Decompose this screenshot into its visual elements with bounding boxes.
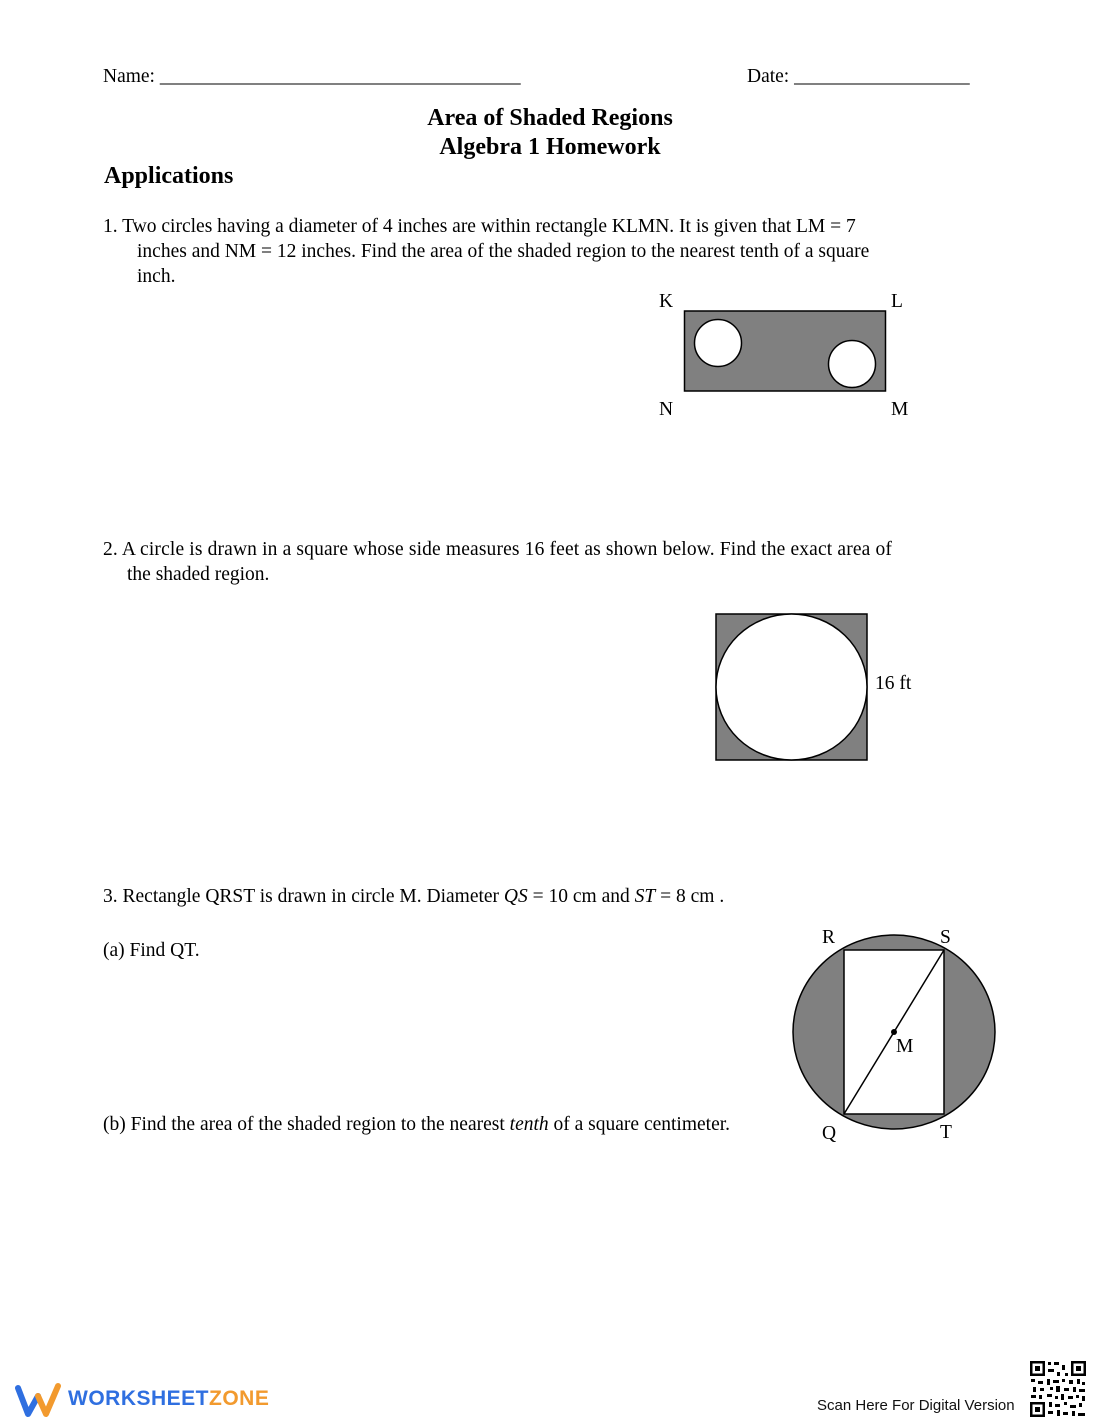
- q2-square-diagram: [712, 610, 872, 765]
- q3-stem: [103, 886, 724, 908]
- worksheetzone-logo-icon: [14, 1382, 62, 1420]
- worksheetzone-logo-text: [68, 1387, 269, 1411]
- q3-center-point: [891, 1029, 897, 1035]
- q2-text-line1: 2. A circle is drawn in a square whose side measures 16 feet as shown below. Find the exact area of: [103, 539, 893, 560]
- qr-code-icon[interactable]: [1029, 1360, 1087, 1418]
- q1-text-line2: inches and NM = 12 inches. Find the area of the shaded region to the nearest tenth of a square: [137, 241, 870, 262]
- q2-text-line2: the shaded region.: [127, 564, 270, 585]
- section-heading: Applications: [104, 163, 234, 189]
- q3-period: .: [714, 886, 725, 907]
- q3-stem-prefix: 3. Rectangle QRST is drawn in circle M. Diameter: [103, 886, 504, 907]
- q3-st-value: = 8 cm: [660, 886, 715, 907]
- q1-label-n: N: [659, 399, 674, 420]
- q3-qs-value: = 10 cm: [532, 886, 597, 907]
- worksheet-title: Area of Shaded Regions: [427, 105, 673, 131]
- q2-inscribed-circle: [716, 614, 867, 760]
- worksheet-subtitle: Algebra 1 Homework: [439, 134, 661, 160]
- q1-text-line1: 1. Two circles having a diameter of 4 inches are within rectangle KLMN. It is given that LM = 7: [103, 216, 856, 237]
- q3-qs-symbol: QS: [503, 886, 528, 907]
- logo-text-worksheet: WORKSHEET: [68, 1387, 209, 1410]
- name-field-label: Name: _____________________________________: [103, 66, 521, 87]
- q3-part-b: [103, 1114, 730, 1136]
- q3-label-t: T: [940, 1122, 952, 1143]
- q1-label-l: L: [891, 291, 903, 312]
- q1-label-k: K: [659, 291, 674, 312]
- q1-circle-left: [695, 320, 742, 367]
- logo-text-zone: ZONE: [209, 1387, 270, 1410]
- q3-st-symbol: ST: [634, 886, 656, 907]
- scan-here-text: Scan Here For Digital Version: [817, 1397, 1015, 1414]
- q1-label-m: M: [891, 399, 909, 420]
- q3-part-b-prefix: (b) Find the area of the shaded region to the nearest: [103, 1114, 510, 1135]
- q1-circle-right: [829, 341, 876, 388]
- q3-part-a: (a) Find QT.: [103, 940, 200, 961]
- q2-side-label: 16 ft: [875, 673, 912, 694]
- q1-rectangle-diagram: [680, 305, 892, 397]
- q3-and: and: [596, 886, 635, 907]
- q1-text-line3: inch.: [137, 266, 176, 287]
- q3-label-s: S: [940, 927, 951, 948]
- q3-label-q: Q: [822, 1123, 837, 1144]
- q3-circle-diagram: [788, 930, 1000, 1135]
- q3-part-b-suffix: of a square centimeter.: [548, 1114, 731, 1135]
- q3-label-m: M: [896, 1036, 914, 1057]
- date-field-label: Date: __________________: [747, 66, 970, 87]
- q3-part-b-emphasis: tenth: [509, 1114, 549, 1135]
- q3-label-r: R: [822, 927, 836, 948]
